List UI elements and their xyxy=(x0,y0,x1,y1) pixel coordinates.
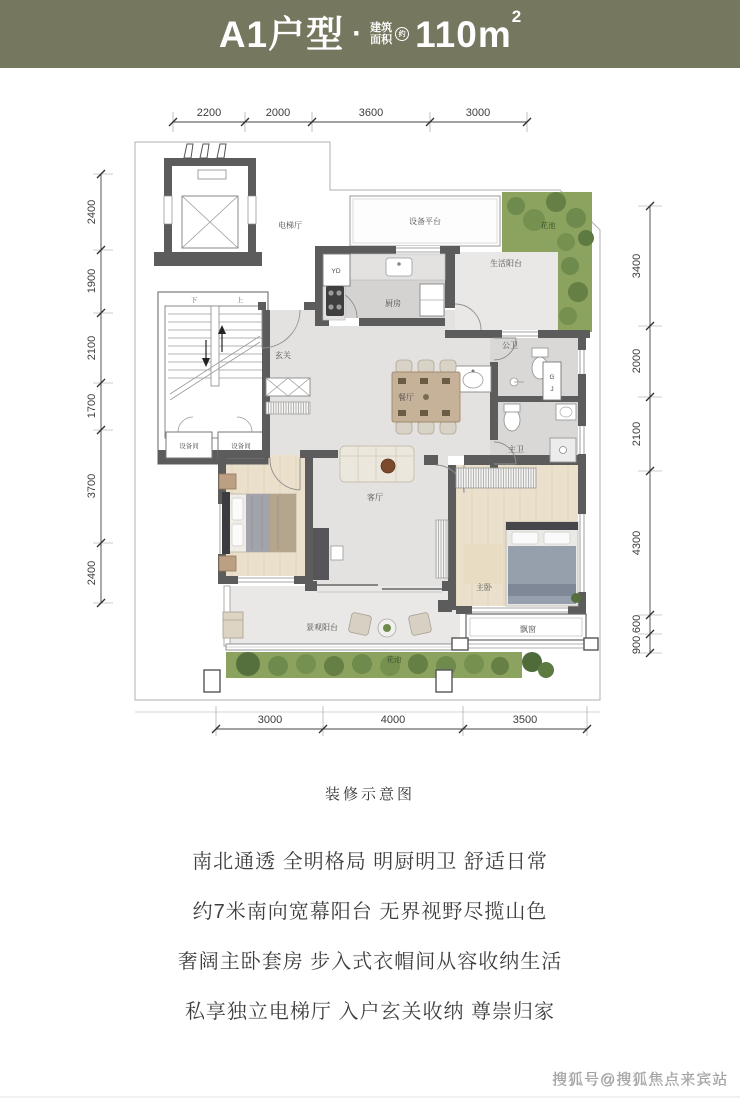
dim-bottom-2: 3500 xyxy=(512,714,538,726)
dim-left-2: 2100 xyxy=(86,335,98,361)
dim-bottom-1: 4000 xyxy=(380,714,406,726)
feature-line-1: 南北通透 全明格局 明厨明卫 舒适日常 xyxy=(192,851,548,873)
dim-top-2: 3600 xyxy=(358,107,384,119)
dim-left-1: 1900 xyxy=(86,268,98,294)
feature-line-2: 约7米南向宽幕阳台 无界视野尽揽山色 xyxy=(192,901,548,923)
master-bath-label: 主卫 xyxy=(508,445,524,454)
bottom-divider xyxy=(0,1096,740,1098)
dim-left-0: 2400 xyxy=(86,199,98,225)
living-label: 客厅 xyxy=(367,493,383,502)
dim-right-2: 2100 xyxy=(631,421,643,447)
plan-caption: 装修示意图 xyxy=(324,786,415,803)
dim-left-4: 3700 xyxy=(86,473,98,499)
unit-name: A1户型 xyxy=(218,13,345,55)
equipment-platform-label: 设备平台 xyxy=(409,217,441,226)
dimensions-top xyxy=(169,107,531,132)
dimensions-left xyxy=(86,170,113,607)
dining-label: 餐厅 xyxy=(398,393,414,402)
feature-line-3: 奢阔主卧套房 步入式衣帽间从容收纳生活 xyxy=(177,951,563,973)
flower-bed-top-label: 花池 xyxy=(540,221,556,230)
stair-core xyxy=(158,292,268,464)
landscape-balcony-label: 景观阳台 xyxy=(306,623,338,632)
public-bath-label: 公卫 xyxy=(502,341,518,350)
equipment-platform xyxy=(350,196,500,246)
dimensions-bottom xyxy=(212,706,591,736)
elevator-hall-label: 电梯厅 xyxy=(278,221,302,230)
dim-left-5: 2400 xyxy=(86,560,98,586)
watermark: 搜狐号@搜狐焦点来宾站 xyxy=(551,1071,728,1088)
dimensions-right xyxy=(631,202,662,657)
bay-window-label: 飘窗 xyxy=(520,625,536,634)
flower-bed-bottom-label: 花池 xyxy=(386,655,402,664)
dim-bottom-0: 3000 xyxy=(257,714,283,726)
life-balcony-label: 生活阳台 xyxy=(490,259,522,268)
dim-top-1: 2000 xyxy=(265,107,291,119)
area-label-line2: 面积 xyxy=(370,34,393,46)
dining-set xyxy=(392,360,460,434)
pipe-shaft-g-label: G xyxy=(549,374,555,381)
dim-left-3: 1700 xyxy=(86,393,98,419)
feature-list xyxy=(0,852,740,1052)
dim-right-1: 2000 xyxy=(631,348,643,374)
dim-top-0: 2200 xyxy=(196,107,222,119)
dim-right-4: 600 xyxy=(631,614,643,634)
dim-top-3: 3000 xyxy=(465,107,491,119)
area-approx-mark: 约 xyxy=(395,27,409,41)
area-value: 110m xyxy=(415,13,512,55)
stairs-down-label: 下 xyxy=(190,297,198,304)
stairs-up-label: 上 xyxy=(236,297,244,304)
kitchen-label: 厨房 xyxy=(385,299,401,308)
equipment-room-left-label: 设备间 xyxy=(179,443,199,450)
foyer-label: 玄关 xyxy=(275,351,291,360)
equipment-room-right-label: 设备间 xyxy=(231,443,251,450)
dim-right-5: 900 xyxy=(631,635,643,655)
foyer-cabinets xyxy=(266,378,310,414)
master-bedroom-label: 主卧 xyxy=(476,583,492,592)
pipe-shaft-j-label: J xyxy=(550,386,554,393)
dim-right-0: 3400 xyxy=(631,253,643,279)
feature-line-4: 私享独立电梯厅 入户玄关收纳 尊崇归家 xyxy=(184,1001,556,1023)
area-exponent: 2 xyxy=(511,7,522,26)
yd-label: YD xyxy=(331,268,341,275)
title-separator-dot: · xyxy=(352,17,363,50)
area-label-line1: 建筑 xyxy=(370,22,393,34)
dim-right-3: 4300 xyxy=(631,530,643,556)
